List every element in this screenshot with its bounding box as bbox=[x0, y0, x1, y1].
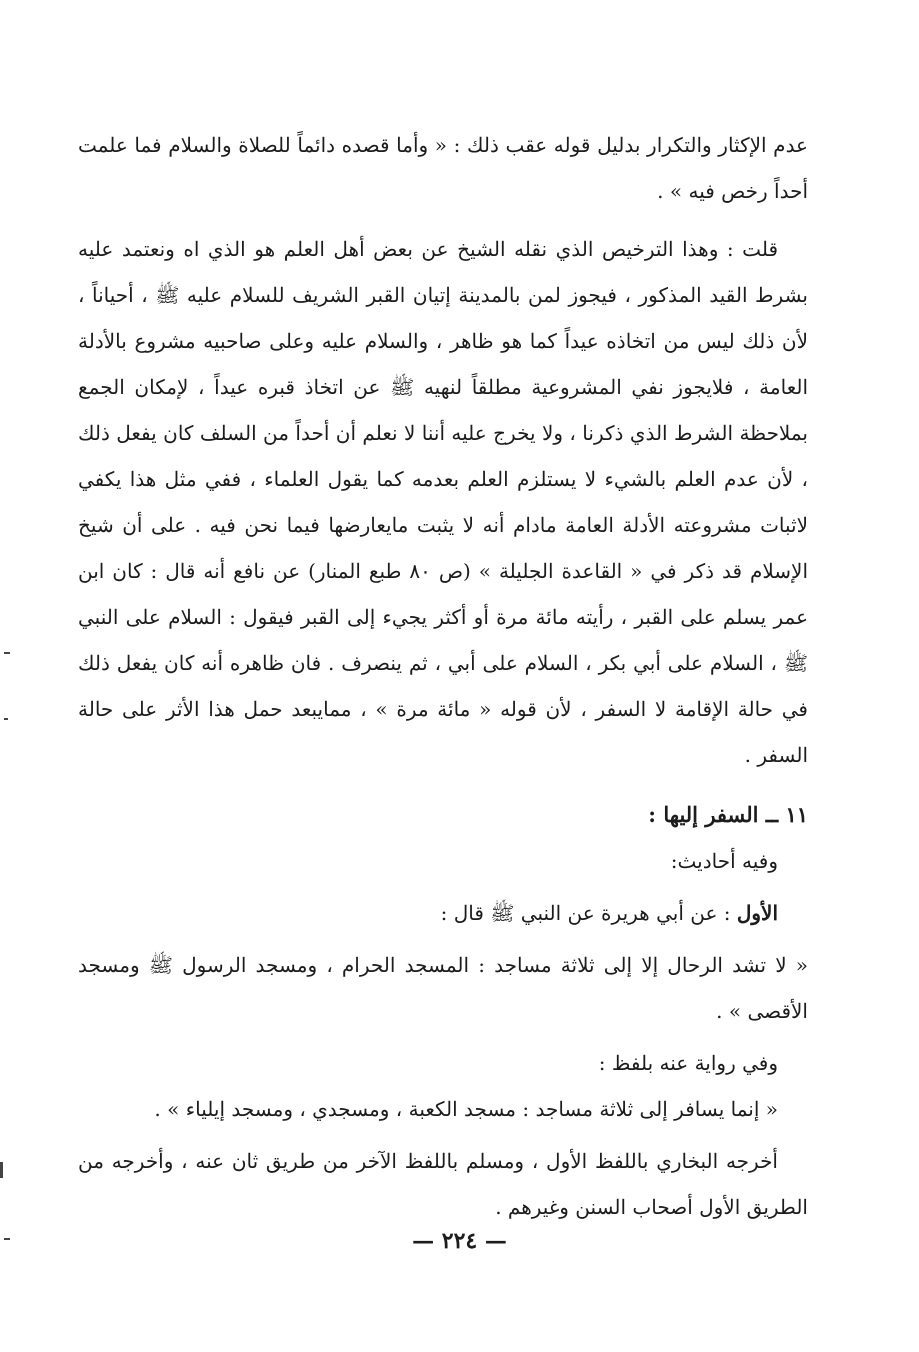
paragraph-2: قلت : وهذا الترخيص الذي نقله الشيخ عن بعض أهل العلم هو الذي اه ونعتمد عليه بشرط القيد المذكور ، فيجوز لمن بالمدينة إتيان القبر الشريف للسلام عليه ﷺ ، أحياناً ، لأن ذلك ليس من اتخاذه عيداً كما هو ظاهر ، والسلام عليه وعلى صاحبيه مشروع بالأدلة العامة ، فلايجوز نفي المشروعية مطلقاً لنهيه ﷺ عن اتخاذ قبره عيداً ، لإمكان الجمع بملاحظة الشرط الذي ذكرنا ، ولا يخرج عليه أننا لا نعلم أن أحداً من السلف كان يفعل ذلك ، لأن عدم العلم بالشيء لا يستلزم العلم بعدمه كما يقول العلماء ، ففي مثل هذا يكفي لاثبات مشروعته الأدلة العامة مادام أنه لا يثبت مايعارضها فيما نحن فيه . على أن شيخ الإسلام قد ذكر في « القاعدة الجليلة » (ص ٨٠ طبع المنار) عن نافع أنه قال : كان ابن عمر يسلم على القبر ، رأيته مائة مرة أو أكثر يجيء إلى القبر فيقول : السلام على النبي ﷺ ، السلام على أبي بكر ، السلام على أبي ، ثم ينصرف . فان ظاهره أنه كان يفعل ذلك في حالة الإقامة لا السفر ، لأن قوله « مائة مرة » ، ممايبعد حمل هذا الأثر على حالة السفر . bbox=[78, 237, 808, 767]
hadith-2-text: « إنما يسافر إلى ثلاثة مساجد : مسجد الكعبة ، ومسجدي ، ومسجد إيلياء » . bbox=[154, 1097, 778, 1121]
page-body bbox=[78, 122, 808, 1230]
page-number: — ٢٢٤ — bbox=[412, 1228, 507, 1254]
scan-edge-mark bbox=[4, 652, 10, 654]
hadith-1-text: « لا تشد الرحال إلا إلى ثلاثة مساجد : المسجد الحرام ، ومسجد الرسول ﷺ ومسجد الأقصى » . bbox=[78, 953, 808, 1023]
scan-edge-mark bbox=[4, 718, 8, 720]
sources-paragraph: أخرجه البخاري باللفظ الأول ، ومسلم باللفظ الآخر من طريق ثان عنه ، وأخرجه من الطريق الأول أصحاب السنن وغيرهم . bbox=[78, 1149, 808, 1219]
paragraph-1: عدم الإكثار والتكرار بدليل قوله عقب ذلك : « وأما قصده دائماً للصلاة والسلام فما علمت أحداً رخص فيه » . bbox=[78, 133, 808, 203]
first-label: الأول bbox=[736, 901, 778, 925]
scan-edge-mark bbox=[4, 1238, 10, 1240]
narration-intro: وفي رواية عنه بلفظ : bbox=[598, 1051, 778, 1075]
first-hadith-lead bbox=[78, 890, 808, 936]
section-heading: ١١ ــ السفر إليها : bbox=[648, 802, 808, 827]
scan-edge-mark bbox=[0, 1162, 3, 1178]
section-intro: وفيه أحاديث: bbox=[670, 849, 778, 873]
first-lead-text: : عن أبي هريرة عن النبي ﷺ قال : bbox=[440, 901, 737, 925]
